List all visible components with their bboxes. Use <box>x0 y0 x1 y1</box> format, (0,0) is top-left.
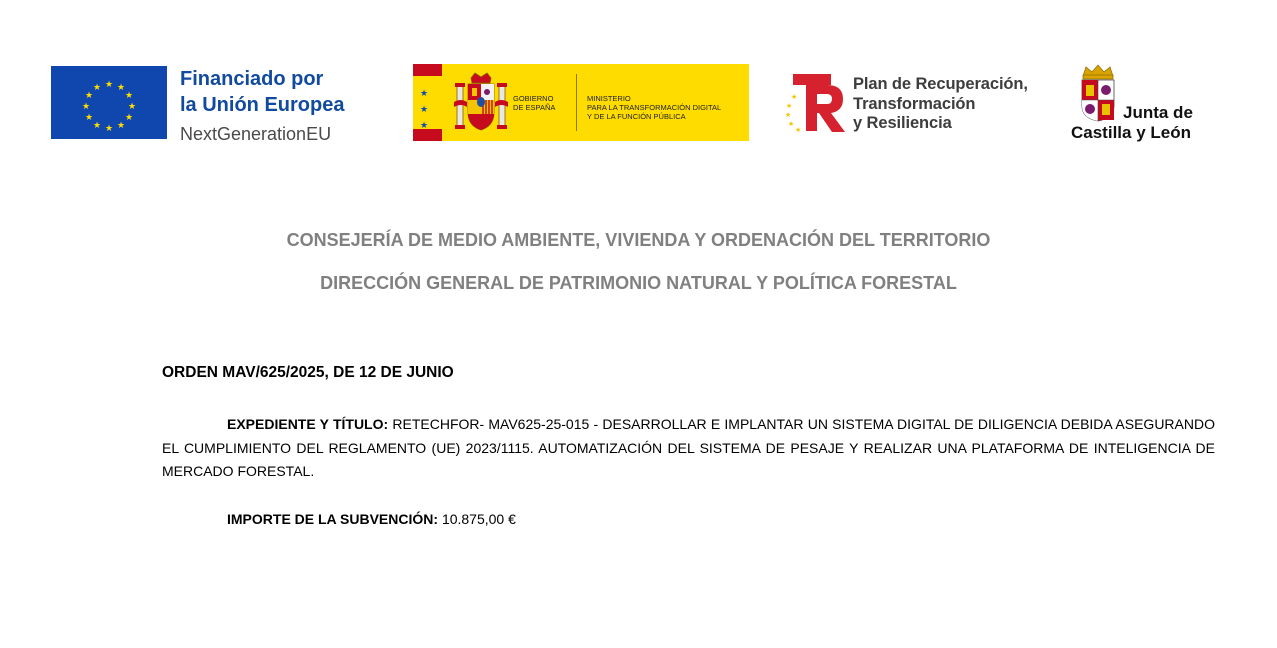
svg-text:★: ★ <box>92 121 102 131</box>
logo-banner <box>0 0 1277 160</box>
jcyl-line2: Castilla y León <box>1071 123 1191 142</box>
prtr-line3: y Resiliencia <box>853 114 952 132</box>
expediente-text: RETECHFOR- MAV625-25-015 - DESARROLLAR E IMPLANTAR UN SISTEMA DIGITAL DE DILIGENCIA DEBIDA ASEGURANDO EL CUMPLIMIENTO DEL REGLAMENTO (UE) 2023/1115. AUTOMATIZACIÓN DEL SISTEMA DE PESAJE Y REALIZAR UNA PLATAFORMA DE INTELIGENCIA DE MERCADO FORESTAL. <box>162 416 1215 479</box>
ministerio-line2: PARA LA TRANSFORMACIÓN DIGITAL <box>587 103 722 112</box>
svg-text:★: ★ <box>420 89 429 99</box>
prtr-mark-icon <box>783 72 849 134</box>
svg-text:★: ★ <box>116 121 126 131</box>
direccion-general-heading: DIRECCIÓN GENERAL DE PATRIMONIO NATURAL Y POLÍTICA FORESTAL <box>320 273 957 293</box>
eu-logo-text <box>180 66 410 146</box>
ministerio-text <box>587 94 721 121</box>
orden-title: ORDEN MAV/625/2025, DE 12 DE JUNIO <box>162 364 454 381</box>
svg-text:★: ★ <box>420 121 429 131</box>
ministerio-line1: MINISTERIO <box>587 94 631 103</box>
svg-text:★: ★ <box>81 102 91 112</box>
svg-text:★: ★ <box>420 105 429 115</box>
expediente-label: EXPEDIENTE Y TÍTULO: <box>227 416 389 432</box>
svg-text:★: ★ <box>92 83 102 93</box>
prtr-logo-text <box>853 75 1028 134</box>
eu-flag-icon <box>51 66 167 139</box>
logo-divider <box>576 74 577 131</box>
eu-stars-icon <box>413 64 442 141</box>
importe-label: IMPORTE DE LA SUBVENCIÓN: <box>227 511 439 527</box>
svg-text:★: ★ <box>124 113 134 123</box>
junta-castilla-leon-logo <box>1068 64 1208 144</box>
prtr-line1: Plan de Recuperación, <box>853 75 1028 93</box>
ministerio-line3: Y DE LA FUNCIÓN PÚBLICA <box>587 112 686 121</box>
svg-text:★: ★ <box>84 113 94 123</box>
jcyl-line1: Junta de <box>1123 103 1193 122</box>
svg-text:★: ★ <box>795 126 802 134</box>
eu-logo-line3: NextGenerationEU <box>180 124 332 144</box>
svg-text:★: ★ <box>124 91 134 101</box>
consejeria-heading: CONSEJERÍA DE MEDIO AMBIENTE, VIVIENDA Y ORDENACIÓN DEL TERRITORIO <box>286 230 991 250</box>
svg-text:★: ★ <box>788 120 795 128</box>
svg-text:★: ★ <box>785 111 792 119</box>
expediente-paragraph <box>162 413 1215 484</box>
svg-text:★: ★ <box>104 124 114 134</box>
svg-text:★: ★ <box>127 102 137 112</box>
spain-coat-of-arms-icon <box>453 72 509 134</box>
prtr-line2: Transformación <box>853 94 976 113</box>
svg-text:★: ★ <box>116 83 126 93</box>
gobierno-espana-logo <box>413 64 749 141</box>
eu-logo-line2: la Unión Europea <box>180 94 345 116</box>
gobierno-line2: DE ESPAÑA <box>513 103 556 112</box>
svg-text:★: ★ <box>786 102 793 110</box>
svg-text:★: ★ <box>104 80 114 90</box>
svg-text:★: ★ <box>84 91 94 101</box>
importe-line <box>227 511 516 527</box>
gobierno-line1: GOBIERNO <box>513 94 554 103</box>
gobierno-espana-text <box>513 94 555 112</box>
svg-text:★: ★ <box>791 93 798 101</box>
castilla-leon-crest-icon <box>1080 64 1116 122</box>
eu-logo-line1: Financiado por <box>180 68 324 90</box>
importe-value: 10.875,00 € <box>441 511 516 527</box>
